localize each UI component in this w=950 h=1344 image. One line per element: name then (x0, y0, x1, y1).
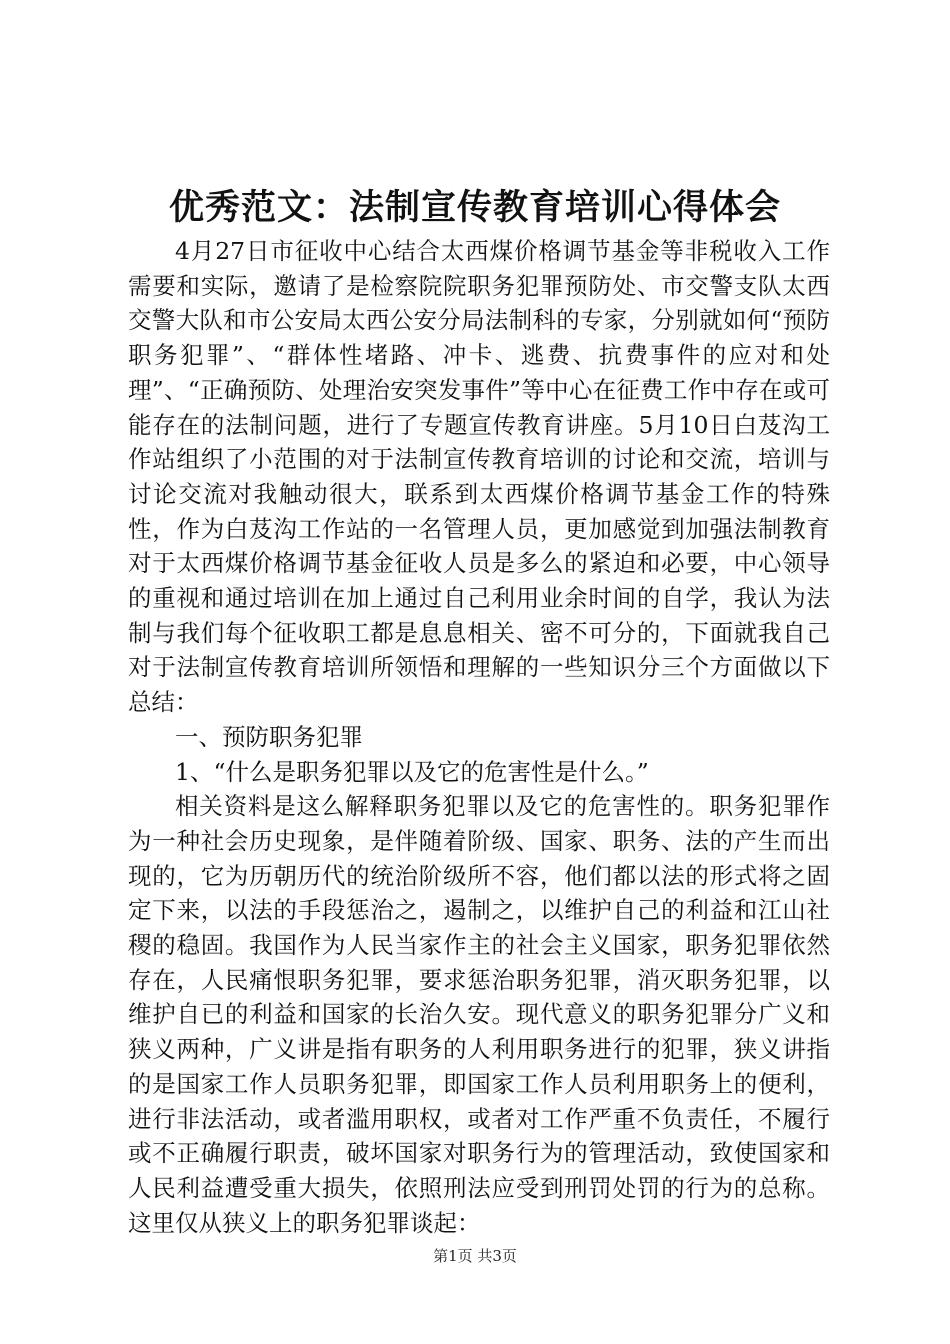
paragraph-definition: 相关资料是这么解释职务犯罪以及它的危害性的。职务犯罪作为一种社会历史现象，是伴随着阶级、国家、职务、法的产生而出现的，它为历朝历代的统治阶级所不容，他们都以法的形式将之固定下来，以法的手段惩治之，遏制之，以维护自己的利益和江山社稷的稳固。我国作为人民当家作主的社会主义国家，职务犯罪依然存在，人民痛恨职务犯罪，要求惩治职务犯罪，消灭职务犯罪，以维护自已的利益和国家的长治久安。现代意义的职务犯罪分广义和狭义两种，广义讲是指有职务的人利用职务进行的犯罪，狭义讲指的是国家工作人员职务犯罪，即国家工作人员利用职务上的便利，进行非法活动，或者滥用职权，或者对工作严重不负责任，不履行或不正确履行职责，破坏国家对职务行为的管理活动，致使国家和人民利益遭受重大损失，依照刑法应受到刑罚处罚的行为的总称。这里仅从狭义上的职务犯罪谈起： (128, 792, 830, 1237)
subsection-heading: 1、“什么是职务犯罪以及它的危害性是什么。” (175, 757, 649, 786)
page-number-footer: 第1页 共3页 (433, 1247, 517, 1265)
document-title: 优秀范文：法制宣传教育培训心得体会 (168, 187, 781, 228)
paragraph-intro: 4月27日市征收中心结合太西煤价格调节基金等非税收入工作需要和实际，邀请了是检察院院职务犯罪预防处、市交警支队太西交警大队和市公安局太西公安分局法制科的专家，分别就如何“预防职务犯罪”、“群体性堵路、冲卡、逃费、抗费事件的应对和处理”、“正确预防、处理治安突发事件”等中心在征费工作中存在或可能存在的法制问题，进行了专题宣传教育讲座。5月10日白芨沟工作站组织了小范围的对于法制宣传教育培训的讨论和交流，培训与讨论交流对我触动很大，联系到太西煤价格调节基金工作的特殊性，作为白芨沟工作站的一名管理人员，更加感觉到加强法制教育对于太西煤价格调节基金征收人员是多么的紧迫和必要，中心领导的重视和通过培训在加上通过自己利用业余时间的自学，我认为法制与我们每个征收职工都是息息相关、密不可分的，下面就我自己对于法制宣传教育培训所领悟和理解的一些知识分三个方面做以下总结： (128, 237, 830, 717)
section-heading: 一、预防职务犯罪 (175, 722, 363, 751)
document-body (128, 234, 830, 1240)
